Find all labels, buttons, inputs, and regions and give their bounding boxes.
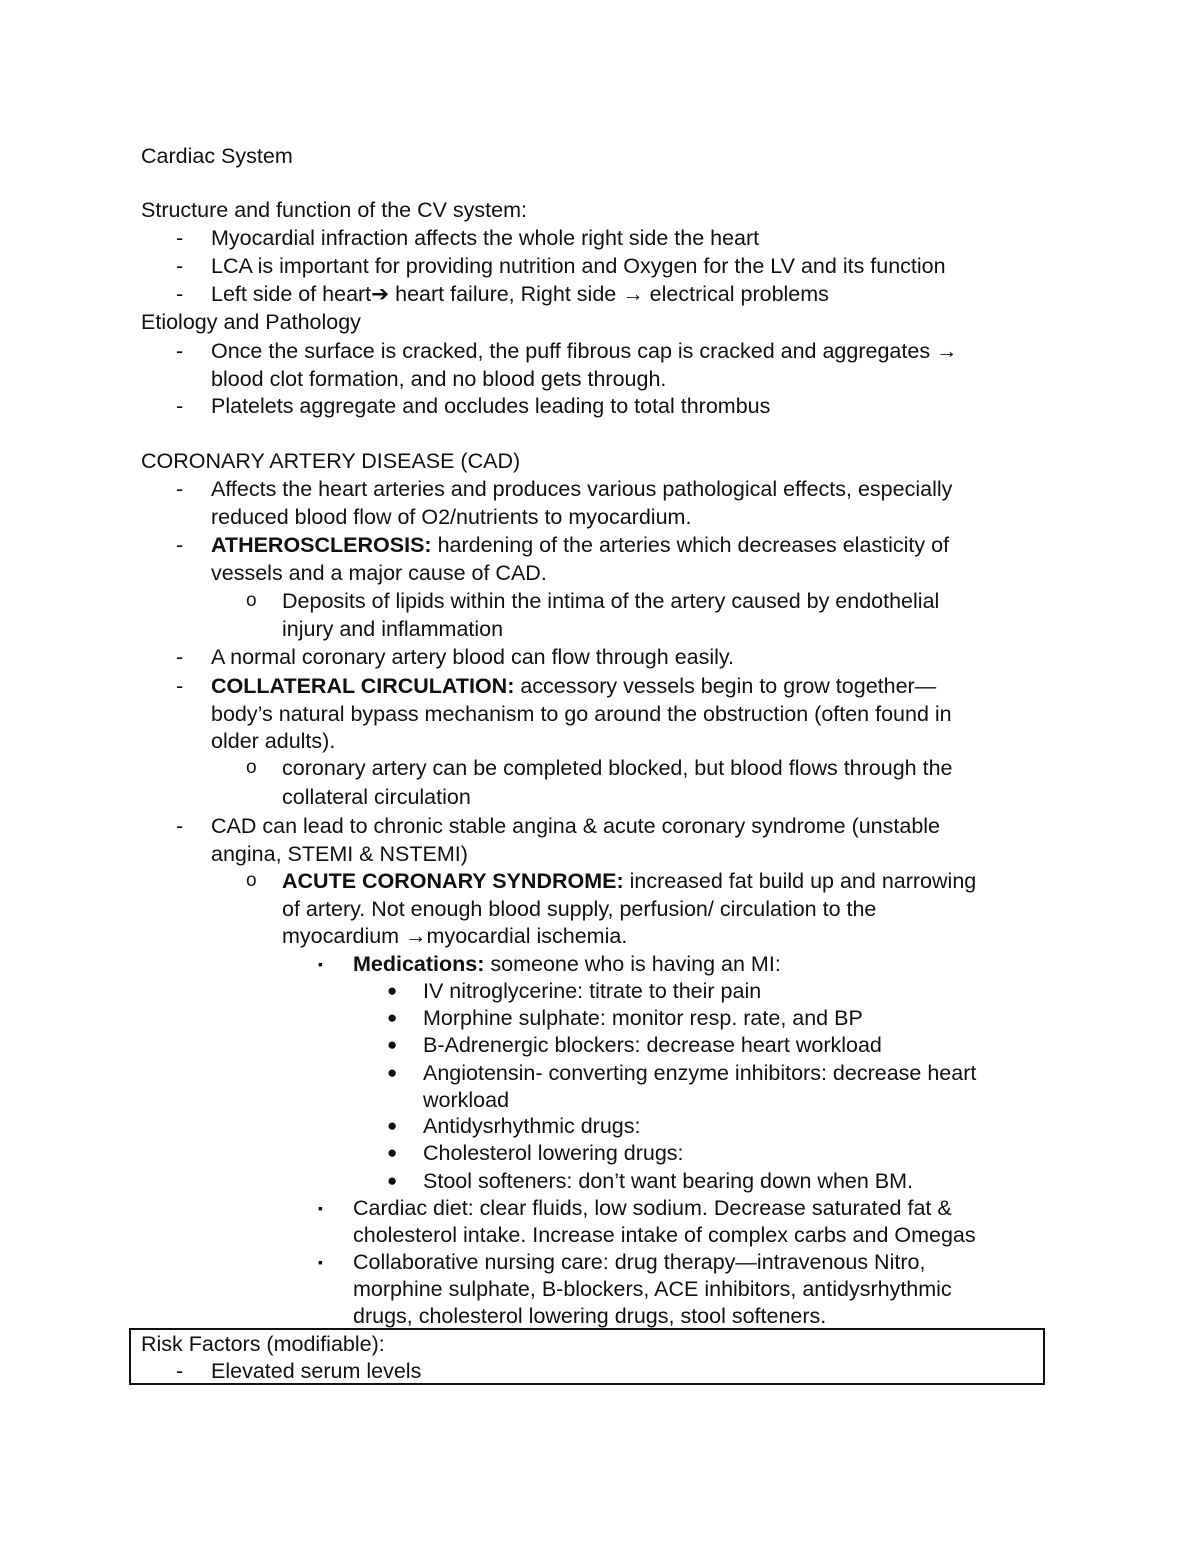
sub-list-item: coronary artery can be completed blocked, but blood flows through the (282, 756, 953, 780)
medication-item: IV nitroglycerine: titrate to their pain (423, 979, 762, 1003)
dash-bullet: - (176, 226, 184, 250)
term-collateral-circulation: COLLATERAL CIRCULATION: (211, 674, 515, 698)
list-item-continuation: angina, STEMI & NSTEMI) (211, 842, 468, 866)
list-item-continuation: older adults). (211, 729, 336, 753)
dash-bullet: - (176, 1359, 184, 1383)
list-item: CAD can lead to chronic stable angina & acute coronary syndrome (unstable (211, 814, 941, 838)
list-item: LCA is important for providing nutrition and Oxygen for the LV and its function (211, 254, 946, 278)
dot-bullet: ● (387, 981, 398, 1000)
sub-list-item-acs (282, 868, 976, 894)
dot-bullet: ● (387, 1063, 398, 1082)
dash-bullet: - (176, 254, 184, 278)
list-item: Left side of heart➔ heart failure, Right side → electrical problems (211, 282, 829, 306)
medication-item: Cholesterol lowering drugs: (423, 1141, 684, 1165)
list-item-atherosclerosis (211, 532, 949, 558)
square-bullet: ▪ (318, 1254, 323, 1270)
list-item: A normal coronary artery blood can flow through easily. (211, 645, 735, 669)
term-acute-coronary-syndrome: ACUTE CORONARY SYNDROME: (282, 869, 624, 893)
list-item: Myocardial infraction affects the whole right side the heart (211, 226, 760, 250)
section-heading-etiology: Etiology and Pathology (141, 310, 361, 334)
medication-item-continuation: workload (423, 1088, 510, 1112)
circle-bullet: o (246, 870, 257, 891)
medication-item: Stool softeners: don’t want bearing down when BM. (423, 1169, 914, 1193)
definition-text: hardening of the arteries which decreases elasticity of (431, 533, 950, 557)
nursing-item-continuation: drugs, cholesterol lowering drugs, stool softeners. (353, 1304, 827, 1328)
dash-bullet: - (176, 477, 184, 501)
medication-item: B-Adrenergic blockers: decrease heart workload (423, 1033, 882, 1057)
definition-text: accessory vessels begin to grow together— (514, 674, 937, 698)
dash-bullet: - (176, 533, 184, 557)
dash-bullet: - (176, 645, 184, 669)
nursing-item: Collaborative nursing care: drug therapy—intravenous Nitro, (353, 1250, 926, 1274)
sub-list-item: Deposits of lipids within the intima of the artery caused by endothelial (282, 589, 940, 613)
medications-item (353, 951, 781, 977)
sub-list-item-continuation: injury and inflammation (282, 617, 504, 641)
section-heading-risk: Risk Factors (modifiable): (141, 1332, 385, 1356)
dot-bullet: ● (387, 1116, 398, 1135)
circle-bullet: o (246, 590, 257, 611)
dash-bullet: - (176, 674, 184, 698)
section-heading-cad: CORONARY ARTERY DISEASE (CAD) (141, 449, 521, 473)
dot-bullet: ● (387, 1035, 398, 1054)
dash-bullet: - (176, 394, 184, 418)
list-item-continuation: body’s natural bypass mechanism to go around the obstruction (often found in (211, 702, 952, 726)
medication-item: Antidysrhythmic drugs: (423, 1114, 641, 1138)
document-title: Cardiac System (141, 144, 293, 168)
dash-bullet: - (176, 282, 184, 306)
list-item-continuation: vessels and a major cause of CAD. (211, 561, 547, 585)
list-item-collateral (211, 673, 936, 699)
sub-list-item-continuation: collateral circulation (282, 785, 471, 809)
square-bullet: ▪ (318, 956, 323, 972)
nursing-item-continuation: morphine sulphate, B-blockers, ACE inhibitors, antidysrhythmic (353, 1277, 952, 1301)
dot-bullet: ● (387, 1143, 398, 1162)
dash-bullet: - (176, 814, 184, 838)
diet-item: Cardiac diet: clear fluids, low sodium. Decrease saturated fat & (353, 1196, 952, 1220)
definition-text: increased fat build up and narrowing (623, 869, 977, 893)
list-item-continuation: reduced blood flow of O2/nutrients to myocardium. (211, 505, 692, 529)
dot-bullet: ● (387, 1008, 398, 1027)
list-item: Platelets aggregate and occludes leading to total thrombus (211, 394, 771, 418)
circle-bullet: o (246, 757, 257, 778)
term-atherosclerosis: ATHEROSCLEROSIS: (211, 533, 432, 557)
sub-list-item-continuation: of artery. Not enough blood supply, perfusion/ circulation to the (282, 897, 877, 921)
dash-bullet: - (176, 339, 184, 363)
list-item: Once the surface is cracked, the puff fibrous cap is cracked and aggregates → (211, 339, 958, 363)
definition-text: someone who is having an MI: (484, 952, 781, 976)
diet-item-continuation: cholesterol intake. Increase intake of complex carbs and Omegas (353, 1223, 976, 1247)
list-item-continuation: blood clot formation, and no blood gets through. (211, 367, 667, 391)
list-item: Elevated serum levels (211, 1359, 422, 1383)
medication-item: Morphine sulphate: monitor resp. rate, and BP (423, 1006, 863, 1030)
square-bullet: ▪ (318, 1200, 323, 1216)
dot-bullet: ● (387, 1171, 398, 1190)
list-item: Affects the heart arteries and produces various pathological effects, especially (211, 477, 953, 501)
term-medications: Medications: (353, 952, 485, 976)
section-heading-structure: Structure and function of the CV system: (141, 198, 527, 222)
sub-list-item-continuation: myocardium →myocardial ischemia. (282, 924, 628, 948)
medication-item: Angiotensin- converting enzyme inhibitors: decrease heart (423, 1061, 977, 1085)
